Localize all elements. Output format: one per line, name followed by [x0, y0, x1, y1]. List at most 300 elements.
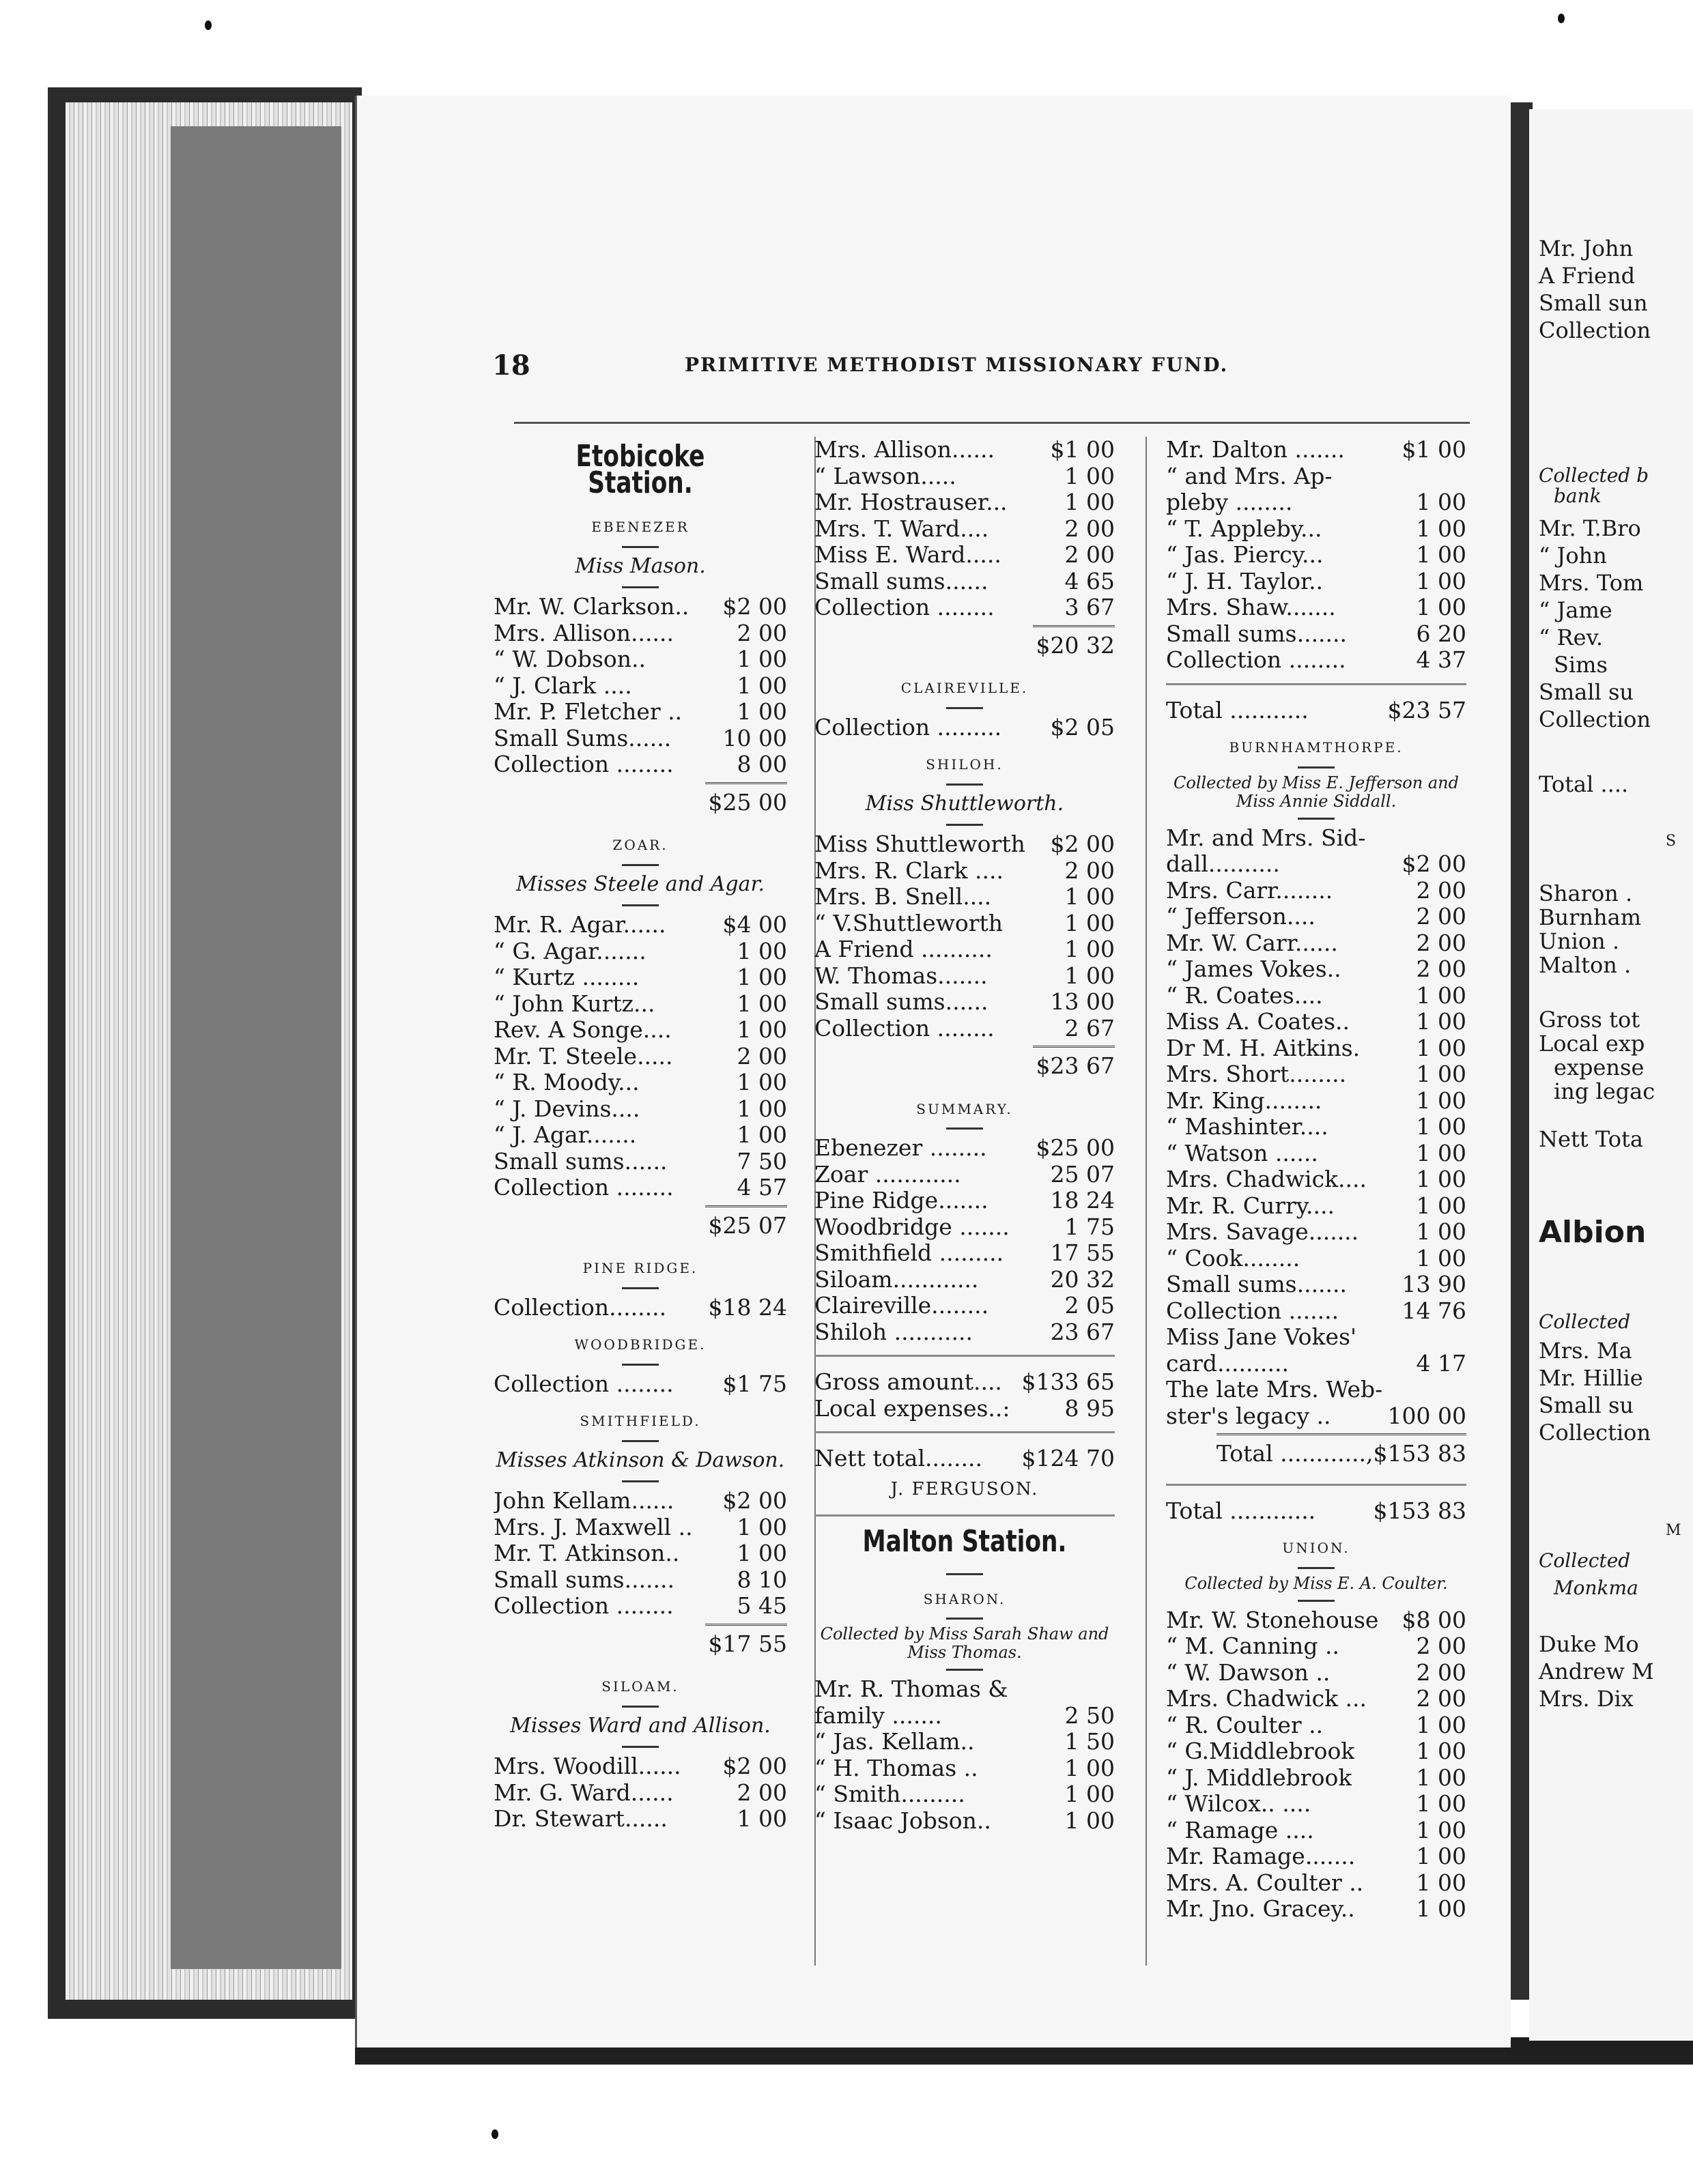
entry-name: Woodbridge .......: [814, 1213, 1010, 1240]
entry-amount: 2 67: [1064, 1014, 1115, 1041]
entry-row: [1166, 594, 1466, 621]
entry-name: Collection ........: [814, 1015, 995, 1041]
heading-dash: [1298, 766, 1335, 768]
entry-name: Small sums.......: [494, 1566, 675, 1593]
entry-row: [814, 989, 1115, 1016]
entry-name: Mr. T. Steele.....: [494, 1043, 673, 1069]
entry-amount: 1 00: [1416, 1244, 1466, 1271]
entry-name: Mrs. B. Snell....: [814, 884, 992, 910]
entry-row: [1166, 1791, 1466, 1817]
entry-amount: 1 00: [1064, 489, 1115, 515]
station-title: Malton Station.: [862, 1524, 1067, 1559]
entry-amount: 1 00: [1416, 594, 1466, 620]
entry-amount: 1 00: [1416, 1008, 1466, 1035]
facing-page-text: Gross tot: [1539, 1007, 1640, 1033]
entry-row: [494, 751, 787, 778]
facing-page-text: ing legac: [1554, 1078, 1655, 1104]
entry-amount: 1 00: [737, 672, 787, 699]
entry-amount: 1 00: [737, 1016, 787, 1043]
entry-amount: 1 00: [1416, 1034, 1466, 1061]
entry-name: “ Watson ......: [1166, 1140, 1318, 1166]
collector-line: Miss Mason.: [575, 554, 706, 578]
entry-name: Mr. T. Atkinson..: [494, 1540, 680, 1566]
entry-amount: 6 20: [1416, 620, 1466, 647]
entry-row: [1166, 1377, 1466, 1403]
entry-name: Mrs. R. Clark ....: [814, 857, 1004, 884]
entry-row: [1166, 463, 1466, 490]
heading-dash: [946, 707, 983, 709]
ledger-page: [355, 96, 1511, 2048]
entry-row: [814, 569, 1115, 595]
entry-amount: 1 00: [737, 937, 787, 964]
entry-name: “ M. Canning ..: [1166, 1633, 1339, 1659]
entry-name: “ G.Middlebrook: [1166, 1738, 1355, 1764]
entry-amount: $2 00: [1402, 850, 1466, 877]
entry-row: [814, 1188, 1115, 1214]
entry-amount: 1 00: [737, 1069, 787, 1095]
total-amount: $23 67: [1033, 1046, 1115, 1080]
entry-name: Mr. W. Clarkson..: [494, 594, 689, 620]
entry-amount: 2 00: [737, 1779, 787, 1806]
entry-name: “ Isaac Jobson..: [814, 1807, 991, 1834]
entry-name: Mrs. Carr........: [1166, 877, 1333, 904]
entry-amount: 7 50: [737, 1147, 787, 1175]
entry-row: [1166, 1088, 1466, 1115]
entry-row: [494, 1593, 787, 1620]
entry-amount: 2 05: [1064, 1292, 1115, 1319]
entry-amount: $23 57: [1387, 696, 1466, 723]
column-2: [814, 437, 1115, 1834]
entry-name: “ Smith.........: [814, 1781, 965, 1807]
entry-name: The late Mrs. Web-: [1166, 1377, 1383, 1403]
facing-page-text: Collection: [1539, 706, 1651, 732]
entry-name: Mr. G. Ward......: [494, 1779, 674, 1806]
entry-row: [814, 1162, 1115, 1188]
page-number: 18: [492, 349, 530, 382]
section-heading: PINE RIDGE.: [582, 1260, 698, 1276]
entry-amount: $1 75: [722, 1370, 787, 1397]
entry-amount: 1 00: [1416, 1139, 1466, 1166]
facing-page-text: Collected b: [1539, 464, 1649, 487]
entry-row: [1166, 1870, 1466, 1897]
facing-page-text: Mrs. Ma: [1539, 1338, 1632, 1364]
entry-row: [494, 1149, 787, 1175]
entry-amount: 4 65: [1064, 567, 1115, 594]
entry-name: Total ............: [1166, 1497, 1316, 1524]
entry-name: Small sums......: [814, 568, 988, 594]
entry-name: Small sums......: [814, 989, 988, 1015]
entry-row: [1166, 647, 1466, 674]
station-rule: [814, 1514, 1115, 1517]
facing-page-text: Sharon .: [1539, 880, 1633, 906]
facing-page-text: Albion: [1539, 1215, 1647, 1250]
entry-row: [814, 1016, 1115, 1042]
entry-amount: 1 00: [1416, 541, 1466, 568]
entry-amount: $1 00: [1402, 436, 1466, 463]
entry-row: [814, 1781, 1115, 1808]
entry-name: “ R. Coates....: [1166, 982, 1323, 1009]
entry-row: [494, 1044, 787, 1070]
entry-amount: $2 00: [722, 593, 787, 620]
entry-amount: 2 00: [1416, 929, 1466, 956]
signature: J. FERGUSON.: [890, 1478, 1039, 1499]
entry-name: Mrs. A. Coulter ..: [1166, 1869, 1364, 1896]
entry-name: Miss E. Ward.....: [814, 542, 1001, 568]
total-rule: [1166, 1484, 1466, 1486]
entry-row: [1166, 1114, 1466, 1140]
entry-amount: 10 00: [722, 724, 787, 751]
collector-line: Collected by Miss Sarah Shaw and Miss Thomas.: [820, 1624, 1109, 1662]
entry-row: [1166, 698, 1466, 724]
heading-dash: [1298, 1600, 1335, 1602]
entry-name: Mrs. Shaw.......: [1166, 594, 1336, 620]
entry-name: “ Kurtz ........: [494, 964, 640, 990]
facing-page-text: Collection: [1539, 317, 1651, 343]
section-heading: SHILOH.: [926, 756, 1004, 773]
entry-row: [814, 831, 1115, 858]
collector-line: Misses Atkinson & Dawson.: [496, 1448, 785, 1472]
section-total: [494, 782, 787, 816]
facing-page-text: “ John: [1539, 543, 1607, 569]
entry-row: [1166, 1498, 1466, 1525]
entry-name: “ W. Dawson ..: [1166, 1659, 1331, 1686]
entry-row: [494, 1122, 787, 1149]
heading-dash: [622, 1480, 659, 1482]
column-1: [494, 437, 787, 1833]
entry-row: [814, 1755, 1115, 1782]
entry-row: [494, 1540, 787, 1567]
entry-name: Collection ........: [1166, 647, 1346, 673]
entry-name: Mrs. T. Ward....: [814, 515, 989, 542]
entry-name: Mrs. Chadwick ...: [1166, 1686, 1367, 1712]
facing-page-text: M: [1666, 1522, 1681, 1539]
heading-dash: [1298, 818, 1335, 820]
entry-name: Shiloh ...........: [814, 1319, 973, 1345]
entry-amount: 2 00: [1416, 1658, 1466, 1686]
entry-row: [494, 1096, 787, 1123]
section-heading: SILOAM.: [601, 1678, 679, 1695]
heading-dash: [622, 586, 659, 588]
entry-amount: 8 10: [737, 1566, 787, 1593]
entry-name: “ J. H. Taylor..: [1166, 568, 1324, 594]
column-3: [1166, 437, 1466, 1923]
entry-row: [1166, 1351, 1466, 1377]
entry-amount: 8 00: [737, 751, 787, 777]
entry-name: Collection ........: [494, 1175, 674, 1201]
entry-name: Mr. Hostrauser...: [814, 489, 1008, 515]
entry-amount: 18 24: [1050, 1187, 1115, 1213]
entry-name: “ R. Moody...: [494, 1069, 640, 1095]
facing-page-text: Collected: [1539, 1310, 1631, 1333]
entry-amount: 20 32: [1050, 1265, 1115, 1293]
entry-row: [494, 1567, 787, 1594]
entry-row: [1166, 569, 1466, 595]
heading-dash: [946, 1669, 983, 1671]
heading-dash: [622, 1706, 659, 1708]
entry-row: [494, 1488, 787, 1514]
total-amount: $25 00: [705, 782, 787, 816]
entry-amount: 1 00: [737, 1095, 787, 1122]
facing-page-text: Collected: [1539, 1549, 1631, 1572]
section-total: [1166, 1433, 1466, 1467]
entry-name: “ Jas. Kellam..: [814, 1729, 975, 1755]
entry-name: Collection ........: [494, 1370, 674, 1397]
entry-row: [1166, 983, 1466, 1009]
collector-line: Misses Ward and Allison.: [510, 1713, 771, 1738]
entry-amount: $153 83: [1373, 1497, 1466, 1524]
entry-amount: 1 00: [737, 964, 787, 990]
facing-page-text: Andrew M: [1539, 1658, 1654, 1684]
heading-dash: [946, 1127, 983, 1130]
entry-row: [1166, 904, 1466, 930]
entry-amount: $2 00: [722, 1487, 787, 1514]
entry-row: [494, 1780, 787, 1807]
entry-name: Mr. R. Thomas &: [814, 1676, 1008, 1702]
entry-name: Local expenses..:: [814, 1395, 1010, 1422]
entry-amount: [1391, 1377, 1466, 1403]
entry-amount: 1 00: [1416, 1790, 1466, 1817]
entry-row: [1166, 1817, 1466, 1844]
entry-row: [814, 936, 1115, 963]
entry-name: Smithfield .........: [814, 1240, 1004, 1266]
entry-amount: 14 76: [1402, 1297, 1466, 1324]
entry-amount: [1391, 825, 1466, 852]
entry-row: [1166, 542, 1466, 569]
entry-amount: 17 55: [1050, 1239, 1115, 1266]
entry-amount: 1 00: [737, 990, 787, 1017]
entry-row: [1166, 437, 1466, 463]
collector-line: Misses Steele and Agar.: [515, 872, 765, 896]
entry-row: [1166, 516, 1466, 543]
section-heading: BURNHAMTHORPE.: [1229, 739, 1404, 756]
dust-speck: [205, 20, 212, 30]
entry-name: “ John Kurtz...: [494, 990, 655, 1017]
entry-amount: 1 00: [1064, 462, 1115, 489]
entry-name: “ T. Appleby...: [1166, 515, 1322, 542]
entry-row: [494, 1017, 787, 1044]
entry-row: [494, 699, 787, 725]
heading-dash: [946, 784, 983, 786]
facing-page-text: bank: [1554, 485, 1602, 507]
entry-amount: 1 00: [1416, 1843, 1466, 1869]
entry-row: [494, 620, 787, 647]
entry-name: Pine Ridge.......: [814, 1188, 988, 1213]
entry-name: Mr. R. Agar......: [494, 912, 666, 938]
entry-name: Miss Shuttleworth: [814, 831, 1025, 857]
entry-row: [814, 489, 1115, 516]
entry-amount: 2 00: [1416, 876, 1466, 904]
facing-page-text: Mr. John: [1539, 235, 1634, 261]
entry-row: [1166, 1298, 1466, 1325]
summary-rule: [814, 1431, 1115, 1433]
entry-row: [814, 884, 1115, 910]
facing-page-text: Burnham: [1539, 904, 1642, 930]
entry-amount: 100 00: [1387, 1402, 1466, 1429]
heading-dash: [622, 546, 659, 548]
total-amount: $17 55: [705, 1624, 787, 1658]
entry-row: [1166, 621, 1466, 648]
entry-amount: 1 00: [1416, 1166, 1466, 1192]
collector-line: Miss Shuttleworth.: [865, 791, 1064, 816]
entry-amount: 2 00: [737, 1042, 787, 1069]
entry-name: Mr. Dalton .......: [1166, 437, 1345, 463]
entry-amount: $2 00: [722, 1753, 787, 1779]
entry-row: [814, 1703, 1115, 1729]
entry-name: “ Mashinter....: [1166, 1114, 1328, 1140]
entry-amount: 1 00: [1064, 962, 1115, 989]
entry-amount: 13 90: [1402, 1271, 1466, 1297]
entry-amount: 1 00: [1416, 1816, 1466, 1843]
entry-name: Dr M. H. Aitkins.: [1166, 1035, 1361, 1061]
entry-row: [1166, 1193, 1466, 1220]
section-heading: WOODBRIDGE.: [574, 1336, 707, 1353]
entry-row: [1166, 489, 1466, 516]
entry-name: ster's legacy ..: [1166, 1403, 1331, 1429]
entry-name: Collection........: [494, 1294, 667, 1321]
entry-amount: 1 00: [737, 1513, 787, 1540]
entry-row: [1166, 1403, 1466, 1430]
entry-amount: 2 00: [1064, 541, 1115, 568]
entry-name: card..........: [1166, 1350, 1289, 1377]
entry-row: [494, 673, 787, 700]
facing-page-text: “ Rev.: [1539, 624, 1604, 650]
heading-dash: [622, 1364, 659, 1366]
entry-row: [1166, 1140, 1466, 1167]
entry-name: Mrs. Savage.......: [1166, 1219, 1359, 1245]
entry-name: “ V.Shuttleworth: [814, 910, 1004, 936]
facing-page-text: Mrs. Dix: [1539, 1686, 1634, 1712]
entry-name: W. Thomas.......: [814, 962, 988, 989]
entry-amount: 1 00: [1416, 981, 1466, 1009]
entry-row: [814, 1135, 1115, 1162]
entry-name: Collection .........: [814, 714, 1002, 741]
heading-dash: [622, 1440, 659, 1442]
entry-name: Mrs. Allison......: [814, 437, 995, 463]
entry-name: “ James Vokes..: [1166, 956, 1341, 982]
entry-amount: $124 70: [1021, 1445, 1115, 1471]
entry-row: [1166, 1607, 1466, 1634]
entry-name: Mr. King........: [1166, 1087, 1322, 1114]
entry-row: [814, 963, 1115, 990]
facing-page-text: S: [1666, 833, 1677, 850]
entry-row: [1166, 1166, 1466, 1193]
entry-amount: 1 00: [1416, 515, 1466, 542]
entry-row: [494, 912, 787, 938]
entry-amount: 1 00: [1064, 883, 1115, 910]
entry-row: [814, 1319, 1115, 1346]
entry-name: Rev. A Songe....: [494, 1017, 672, 1043]
entry-name: Mr. Jno. Gracey..: [1166, 1896, 1355, 1922]
entry-name: “ W. Dobson..: [494, 646, 646, 672]
entry-row: [494, 1806, 787, 1833]
entry-name: Mrs. Allison......: [494, 620, 674, 646]
entry-amount: 1 00: [737, 698, 787, 725]
entry-row: [1166, 1738, 1466, 1765]
facing-page-text: Small sun: [1539, 290, 1648, 316]
entry-name: Collection ........: [494, 751, 674, 777]
entry-row: [494, 938, 787, 965]
section-heading: ZOAR.: [612, 837, 668, 853]
column-divider: [1146, 437, 1147, 1966]
entry-name: Siloam............: [814, 1266, 979, 1293]
entry-name: Mr. R. Curry....: [1166, 1192, 1335, 1219]
dust-speck: [1558, 14, 1565, 23]
entry-name: Mr. and Mrs. Sid-: [1166, 824, 1366, 851]
heading-dash: [1298, 1567, 1335, 1569]
entry-name: Small sums.......: [1166, 620, 1348, 647]
entry-name: Gross amount....: [814, 1369, 1002, 1395]
entry-row: [1166, 1324, 1466, 1351]
facing-page-text: Malton .: [1539, 952, 1632, 978]
entry-row: [814, 715, 1115, 741]
entry-row: [494, 1753, 787, 1780]
entry-amount: $2 05: [1050, 713, 1115, 741]
page-title: PRIMITIVE METHODIST MISSIONARY FUND.: [685, 354, 1229, 376]
entry-row: [494, 1069, 787, 1096]
entry-name: Miss A. Coates..: [1166, 1009, 1350, 1035]
entry-name: “ Cook........: [1166, 1245, 1300, 1271]
entry-row: [494, 964, 787, 991]
entry-amount: [1040, 1676, 1115, 1703]
facing-page-text: Union .: [1539, 928, 1620, 954]
entry-amount: $133 65: [1021, 1368, 1115, 1395]
heading-dash: [622, 1746, 659, 1748]
entry-amount: 1 00: [1064, 1754, 1115, 1781]
entry-name: Mr. W. Carr......: [1166, 930, 1338, 956]
entry-name: Claireville........: [814, 1293, 989, 1319]
heading-dash: [946, 824, 983, 826]
entry-name: “ H. Thomas ..: [814, 1755, 978, 1781]
section-heading: SHARON.: [923, 1590, 1006, 1607]
entry-name: dall..........: [1166, 851, 1280, 877]
section-total: [494, 1624, 787, 1658]
entry-row: [814, 1240, 1115, 1267]
entry-row: [814, 463, 1115, 490]
dust-speck: [492, 2129, 498, 2139]
entry-amount: 2 00: [737, 619, 787, 646]
entry-name: Dr. Stewart......: [494, 1806, 668, 1832]
entry-name: “ R. Coulter ..: [1166, 1712, 1324, 1738]
entry-name: Mrs. J. Maxwell ..: [494, 1514, 693, 1540]
station-title: Etobicoke Station.: [575, 439, 705, 500]
entry-row: [1166, 956, 1466, 983]
summary-rule: [814, 1355, 1115, 1357]
entry-row: [814, 542, 1115, 569]
entry-amount: 1 00: [1416, 1711, 1466, 1738]
entry-row: [814, 1676, 1115, 1703]
entry-amount: [1391, 463, 1466, 490]
entry-name: Mrs. Woodill......: [494, 1753, 681, 1779]
facing-page-text: Collection: [1539, 1420, 1651, 1446]
entry-amount: 1 00: [1064, 909, 1115, 936]
entry-amount: 1 00: [1416, 1087, 1466, 1114]
entry-name: family .......: [814, 1702, 942, 1729]
entry-amount: $2 00: [1050, 831, 1115, 857]
facing-page-text: “ Jame: [1539, 597, 1612, 623]
entry-amount: 1 00: [1064, 1807, 1115, 1834]
section-total: [814, 1046, 1115, 1080]
entry-name: Collection ........: [814, 594, 995, 620]
facing-page-text: Total ....: [1539, 771, 1629, 797]
facing-page-text: Monkma: [1554, 1577, 1638, 1599]
entry-name: Small Sums......: [494, 725, 672, 751]
entry-amount: 2 50: [1064, 1701, 1115, 1729]
entry-amount: 1 00: [1064, 936, 1115, 962]
entry-name: Total ...........: [1166, 697, 1309, 723]
entry-name: “ Lawson.....: [814, 463, 956, 489]
entry-amount: $4 00: [722, 911, 787, 938]
section-heading: EBENEZER: [591, 519, 689, 535]
